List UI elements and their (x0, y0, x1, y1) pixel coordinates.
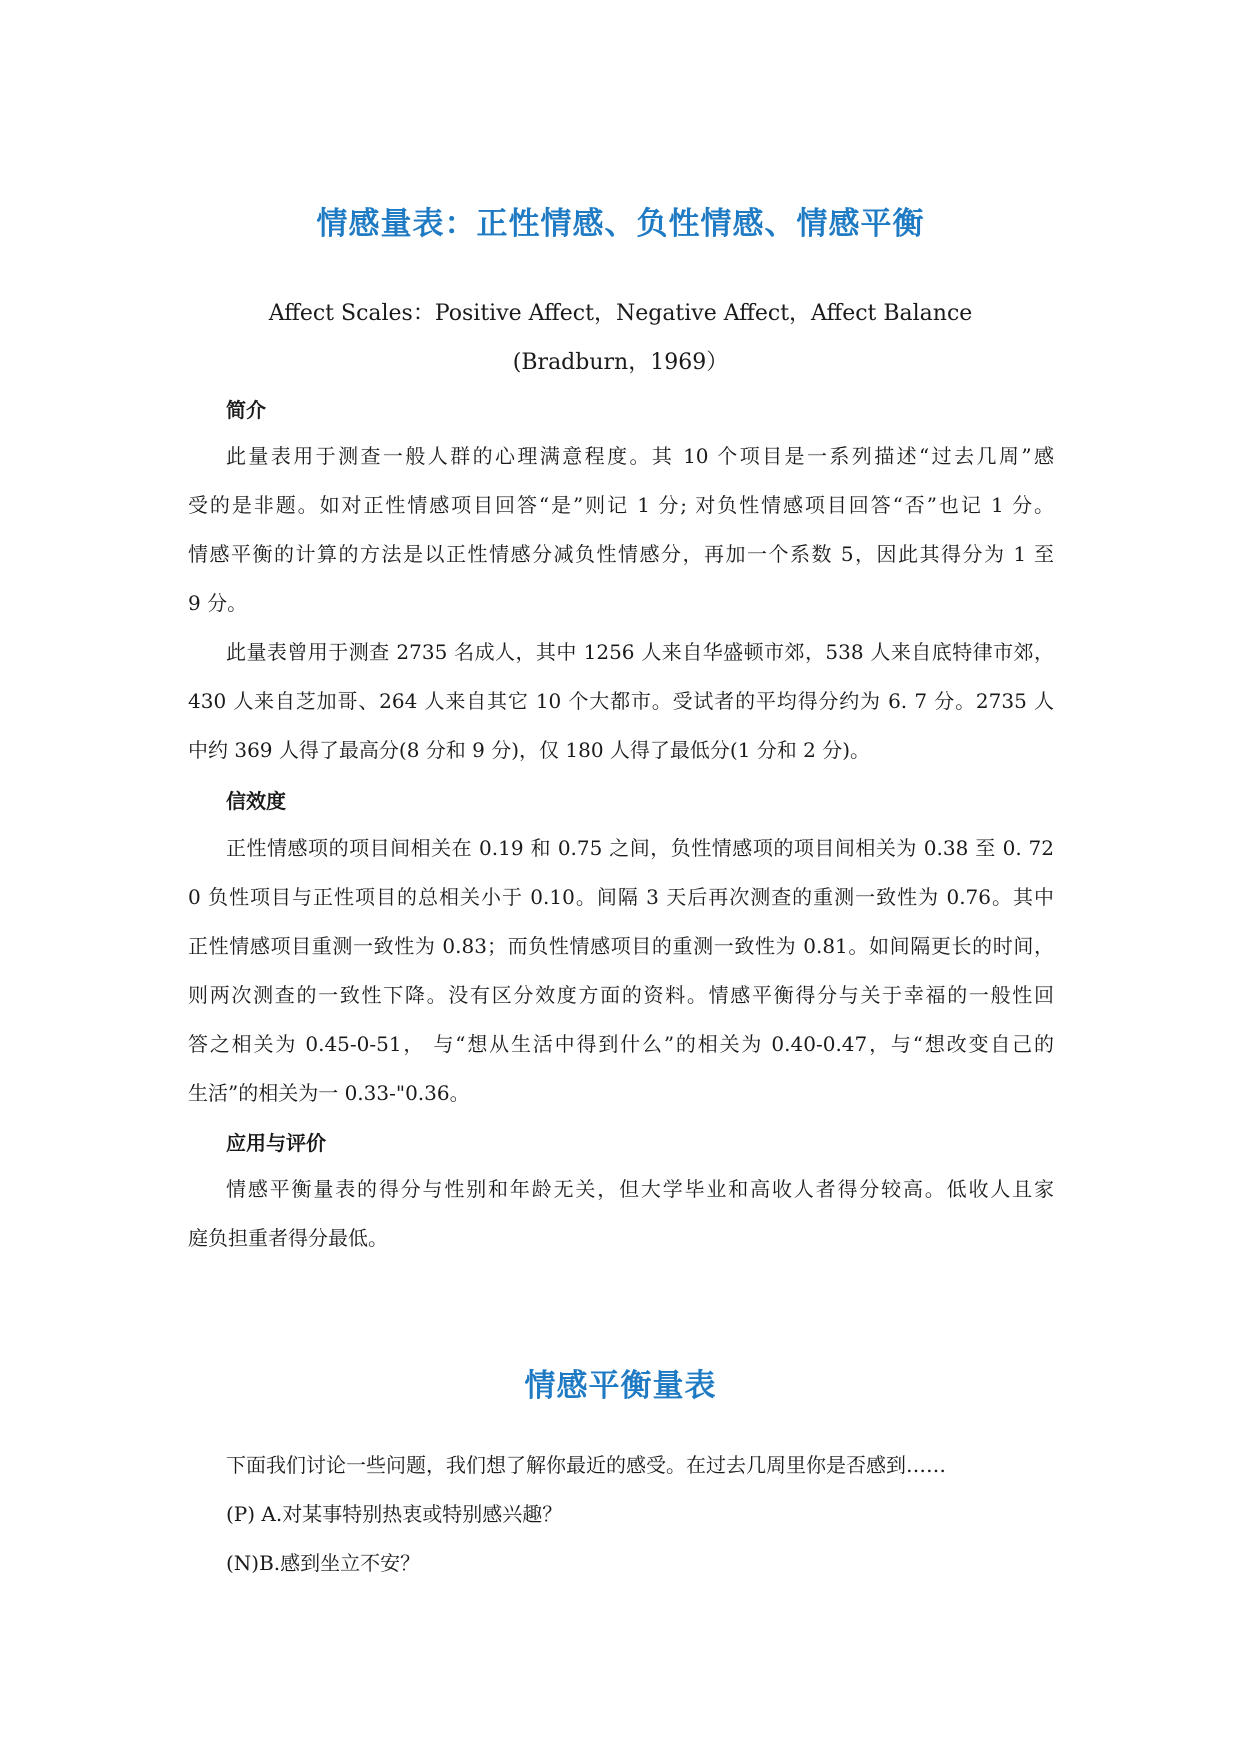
reliability-para-line: 正性情感项的项目间相关在 0.19 和 0.75 之间，负性情感项的项目间相关为 0.38 至 0. 72 (226, 836, 1054, 860)
reliability-heading: 信效度 (226, 789, 286, 813)
question-item: (P) A.对某事特别热衷或特别感兴趣？ (226, 1502, 563, 1526)
application-para-line: 庭负担重者得分最低。 (188, 1226, 388, 1250)
intro-para1-line: 此量表用于测查一般人群的心理满意程度。其 10 个项目是一系列描述“过去几周”感 (226, 444, 1054, 468)
reliability-para-line: 则两次测查的一致性下降。没有区分效度方面的资料。情感平衡得分与关于幸福的一般性回 (188, 983, 1054, 1007)
reliability-para-line: 生活”的相关为一 0.33-"0.36。 (188, 1081, 470, 1105)
intro-para2-line: 中约 369 人得了最高分(8 分和 9 分)，仅 180 人得了最低分(1 分和 2 分)。 (188, 738, 871, 762)
intro-para1-line: 受的是非题。如对正性情感项目回答“是”则记 1 分; 对负性情感项目回答“否”也记 1 分。 (188, 493, 1054, 517)
intro-para1-line: 9 分。 (188, 591, 248, 615)
balance-scale-title: 情感平衡量表 (524, 1368, 717, 1404)
application-heading: 应用与评价 (226, 1131, 326, 1155)
intro-para2-line: 此量表曾用于测查 2735 名成人，其中 1256 人来自华盛顿市郊，538 人来自底特律市郊， (226, 640, 1054, 664)
application-para-line: 情感平衡量表的得分与性别和年龄无关，但大学毕业和高收人者得分较高。低收人且家 (226, 1177, 1054, 1201)
question-item: (N)B.感到坐立不安？ (226, 1551, 421, 1575)
intro-para1-line: 情感平衡的计算的方法是以正性情感分减负性情感分，再加一个系数 5，因此其得分为 1 至 (188, 542, 1054, 566)
questionnaire-intro: 下面我们讨论一些问题，我们想了解你最近的感受。在过去几周里你是否感到…… (226, 1453, 946, 1477)
english-subtitle: Affect Scales：Positive Affect，Negative Affect，Affect Balance (268, 301, 973, 326)
reliability-para-line: 答之相关为 0.45-0-51， 与“想从生活中得到什么”的相关为 0.40-0.47，与“想改变自己的 (188, 1032, 1054, 1056)
intro-para2-line: 430 人来自芝加哥、264 人来自其它 10 个大都市。受试者的平均得分约为 6. 7 分。2735 人 (188, 689, 1054, 713)
reliability-para-line: 正性情感项目重测一致性为 0.83；而负性情感项目的重测一致性为 0.81。如间隔更长的时间， (188, 934, 1054, 958)
scale-title: 情感量表：正性情感、负性情感、情感平衡 (316, 206, 925, 242)
citation: (Bradburn，1969） (512, 350, 729, 375)
intro-heading: 简介 (226, 398, 266, 422)
reliability-para-line: 0 负性项目与正性项目的总相关小于 0.10。间隔 3 天后再次测查的重测一致性为 0.76。其中 (188, 885, 1054, 909)
